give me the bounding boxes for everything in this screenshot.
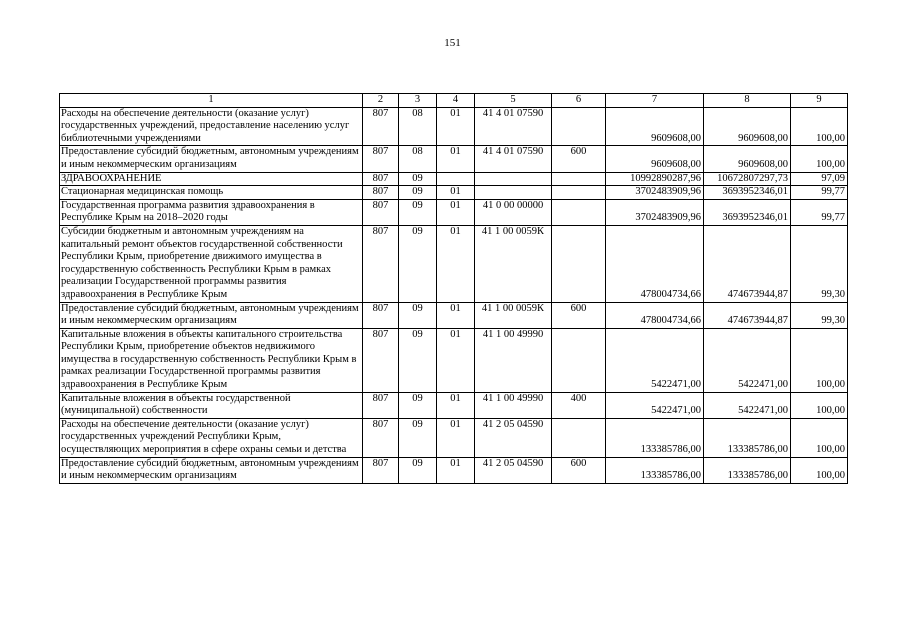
- planned-amount: 478004734,66: [606, 302, 704, 328]
- ministry-code: 807: [363, 186, 399, 200]
- expense-type-code: [552, 107, 606, 146]
- expense-type-code: 600: [552, 457, 606, 483]
- budget-table: [59, 93, 848, 484]
- executed-amount: 9609608,00: [704, 107, 791, 146]
- subsection-code: 01: [437, 146, 475, 172]
- target-article-code: [475, 186, 552, 200]
- subsection-code: 01: [437, 225, 475, 302]
- target-article-code: 41 1 00 49990: [475, 392, 552, 418]
- section-code: 09: [399, 328, 437, 392]
- table-row: [60, 107, 848, 146]
- execution-percent: 99,77: [791, 186, 848, 200]
- executed-amount: 9609608,00: [704, 146, 791, 172]
- subsection-code: 01: [437, 107, 475, 146]
- subsection-code: 01: [437, 328, 475, 392]
- execution-percent: 99,77: [791, 199, 848, 225]
- ministry-code: 807: [363, 418, 399, 457]
- section-code: 08: [399, 107, 437, 146]
- section-code: 09: [399, 457, 437, 483]
- target-article-code: 41 1 00 0059К: [475, 302, 552, 328]
- header-cell: 6: [552, 94, 606, 108]
- subsection-code: 01: [437, 457, 475, 483]
- section-code: 09: [399, 392, 437, 418]
- executed-amount: 133385786,00: [704, 457, 791, 483]
- planned-amount: 5422471,00: [606, 392, 704, 418]
- target-article-code: 41 2 05 04590: [475, 457, 552, 483]
- table-row: [60, 225, 848, 302]
- expense-name: Предоставление субсидий бюджетным, автономным учреждениям и иным некоммерческим организациям: [60, 302, 363, 328]
- section-code: 09: [399, 172, 437, 186]
- planned-amount: 133385786,00: [606, 457, 704, 483]
- expense-type-code: [552, 418, 606, 457]
- target-article-code: 41 4 01 07590: [475, 146, 552, 172]
- target-article-code: 41 4 01 07590: [475, 107, 552, 146]
- ministry-code: 807: [363, 225, 399, 302]
- subsection-code: 01: [437, 392, 475, 418]
- execution-percent: 99,30: [791, 225, 848, 302]
- subsection-code: 01: [437, 302, 475, 328]
- subsection-code: [437, 172, 475, 186]
- expense-type-code: [552, 172, 606, 186]
- expense-type-code: [552, 328, 606, 392]
- target-article-code: [475, 172, 552, 186]
- ministry-code: 807: [363, 328, 399, 392]
- header-cell: 4: [437, 94, 475, 108]
- section-code: 09: [399, 199, 437, 225]
- section-code: 09: [399, 302, 437, 328]
- execution-percent: 99,30: [791, 302, 848, 328]
- executed-amount: 5422471,00: [704, 328, 791, 392]
- planned-amount: 3702483909,96: [606, 186, 704, 200]
- expense-name: Предоставление субсидий бюджетным, автономным учреждениям и иным некоммерческим организациям: [60, 457, 363, 483]
- execution-percent: 100,00: [791, 328, 848, 392]
- executed-amount: 133385786,00: [704, 418, 791, 457]
- expense-name: Расходы на обеспечение деятельности (оказание услуг) государственных учреждений Республики Крым, осуществляющих мероприятия в сфере охраны семьи и детства: [60, 418, 363, 457]
- ministry-code: 807: [363, 107, 399, 146]
- ministry-code: 807: [363, 457, 399, 483]
- target-article-code: 41 1 00 0059К: [475, 225, 552, 302]
- executed-amount: 3693952346,01: [704, 199, 791, 225]
- table-row: [60, 457, 848, 483]
- executed-amount: 3693952346,01: [704, 186, 791, 200]
- ministry-code: 807: [363, 146, 399, 172]
- header-cell: 3: [399, 94, 437, 108]
- expense-name: Капитальные вложения в объекты капитального строительства Республики Крым, приобретение объектов недвижимого имущества в государственную собственность Республики Крым в рамках реализации Государственной программы развития здравоохранения в Республике Крым: [60, 328, 363, 392]
- expense-name: Государственная программа развития здравоохранения в Республике Крым на 2018–2020 годы: [60, 199, 363, 225]
- planned-amount: 5422471,00: [606, 328, 704, 392]
- ministry-code: 807: [363, 392, 399, 418]
- subsection-code: 01: [437, 418, 475, 457]
- header-cell: 1: [60, 94, 363, 108]
- subsection-code: 01: [437, 186, 475, 200]
- expense-type-code: 600: [552, 146, 606, 172]
- expense-name: Субсидии бюджетным и автономным учреждениям на капитальный ремонт объектов государственной собственности Республики Крым, приобретение движимого имущества в государственную собственность Республики Крым в рамках реализации Государственной программы развития здравоохранения в Республике Крым: [60, 225, 363, 302]
- table-body: [60, 107, 848, 483]
- executed-amount: 10672807297,73: [704, 172, 791, 186]
- planned-amount: 9609608,00: [606, 146, 704, 172]
- table-row: [60, 199, 848, 225]
- target-article-code: 41 1 00 49990: [475, 328, 552, 392]
- target-article-code: 41 0 00 00000: [475, 199, 552, 225]
- table-row: [60, 418, 848, 457]
- table-row: [60, 302, 848, 328]
- execution-percent: 97,09: [791, 172, 848, 186]
- header-cell: 5: [475, 94, 552, 108]
- planned-amount: 9609608,00: [606, 107, 704, 146]
- header-cell: 9: [791, 94, 848, 108]
- target-article-code: 41 2 05 04590: [475, 418, 552, 457]
- section-code: 09: [399, 418, 437, 457]
- executed-amount: 474673944,87: [704, 225, 791, 302]
- ministry-code: 807: [363, 199, 399, 225]
- expense-name: Расходы на обеспечение деятельности (оказание услуг) государственных учреждений, предоставление населению услуг библиотечными учреждениями: [60, 107, 363, 146]
- header-cell: 8: [704, 94, 791, 108]
- table-row: [60, 172, 848, 186]
- table-row: [60, 186, 848, 200]
- section-code: 09: [399, 186, 437, 200]
- expense-type-code: 400: [552, 392, 606, 418]
- planned-amount: 478004734,66: [606, 225, 704, 302]
- subsection-code: 01: [437, 199, 475, 225]
- execution-percent: 100,00: [791, 107, 848, 146]
- expense-name: ЗДРАВООХРАНЕНИЕ: [60, 172, 363, 186]
- execution-percent: 100,00: [791, 418, 848, 457]
- header-cell: 7: [606, 94, 704, 108]
- section-code: 09: [399, 225, 437, 302]
- planned-amount: 133385786,00: [606, 418, 704, 457]
- executed-amount: 474673944,87: [704, 302, 791, 328]
- expense-name: Стационарная медицинская помощь: [60, 186, 363, 200]
- ministry-code: 807: [363, 172, 399, 186]
- execution-percent: 100,00: [791, 392, 848, 418]
- expense-type-code: 600: [552, 302, 606, 328]
- execution-percent: 100,00: [791, 146, 848, 172]
- executed-amount: 5422471,00: [704, 392, 791, 418]
- table-row: [60, 328, 848, 392]
- expense-name: Капитальные вложения в объекты государственной (муниципальной) собственности: [60, 392, 363, 418]
- ministry-code: 807: [363, 302, 399, 328]
- execution-percent: 100,00: [791, 457, 848, 483]
- expense-type-code: [552, 186, 606, 200]
- planned-amount: 10992890287,96: [606, 172, 704, 186]
- page-number: 151: [444, 37, 461, 49]
- header-cell: 2: [363, 94, 399, 108]
- table-header: [60, 94, 848, 108]
- table-row: [60, 392, 848, 418]
- expense-type-code: [552, 225, 606, 302]
- planned-amount: 3702483909,96: [606, 199, 704, 225]
- table-row: [60, 146, 848, 172]
- expense-type-code: [552, 199, 606, 225]
- expense-name: Предоставление субсидий бюджетным, автономным учреждениям и иным некоммерческим организациям: [60, 146, 363, 172]
- section-code: 08: [399, 146, 437, 172]
